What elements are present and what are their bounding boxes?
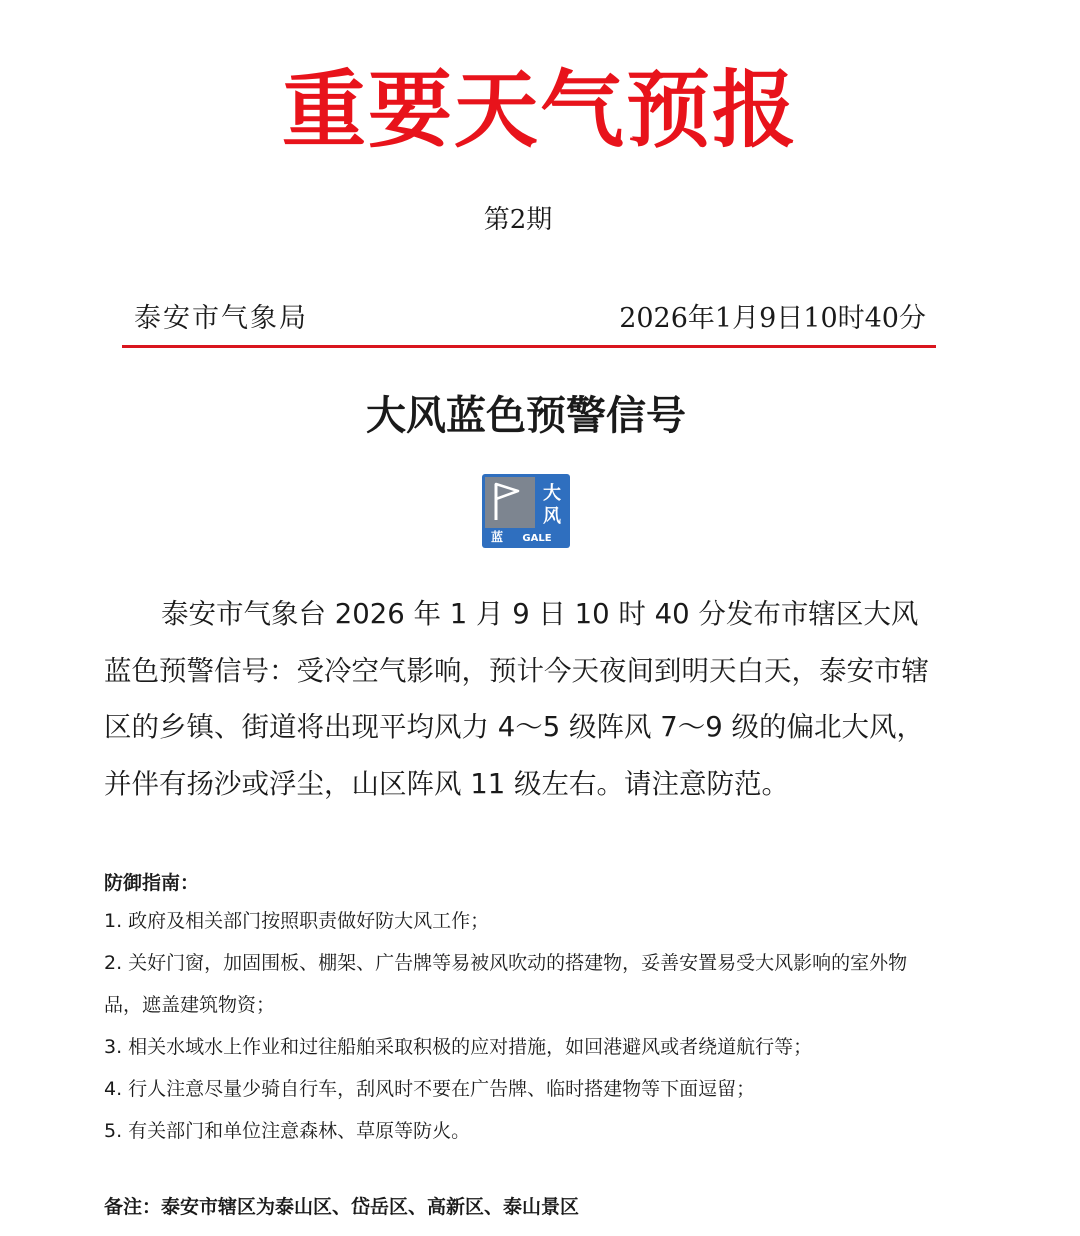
list-item: 4. 行人注意尽量少骑自行车，刮风时不要在广告牌、临时搭建物等下面逗留； bbox=[104, 1078, 756, 1100]
remark-note: 备注：泰安市辖区为泰山区、岱岳区、高新区、泰山景区 bbox=[104, 1196, 580, 1218]
signal-char-bottom: 风 bbox=[543, 506, 561, 527]
signal-level-label: 蓝 bbox=[490, 530, 504, 544]
warning-title: 大风蓝色预警信号 bbox=[366, 392, 686, 439]
list-item: 2. 关好门窗，加固围板、棚架、广告牌等易被风吹动的搭建物，妥善安置易受大风影响的室外物品，遮盖建筑物资； bbox=[104, 952, 908, 1016]
signal-gray-panel bbox=[485, 477, 535, 528]
list-item: 3. 相关水域水上作业和过往船舶采取积极的应对措施，如回港避风或者绕道航行等； bbox=[104, 1036, 813, 1058]
list-item: 1. 政府及相关部门按照职责做好防大风工作； bbox=[104, 910, 490, 932]
main-title: 重要天气预报 bbox=[281, 60, 798, 159]
guide-heading: 防御指南： bbox=[104, 872, 200, 894]
issue-datetime: 2026年1月9日10时40分 bbox=[619, 303, 926, 334]
issue-number: 第2期 bbox=[483, 205, 553, 235]
list-item: 5. 有关部门和单位注意森林、草原等防火。 bbox=[104, 1120, 471, 1142]
guide-list bbox=[104, 900, 944, 1152]
red-divider bbox=[122, 345, 936, 348]
gale-blue-warning-icon bbox=[482, 474, 570, 548]
signal-english-label: GALE bbox=[522, 533, 552, 544]
signal-char-top: 大 bbox=[543, 483, 561, 504]
issuer: 泰安市气象局 bbox=[134, 303, 308, 334]
warning-body: 泰安市气象台 2026 年 1 月 9 日 10 时 40 分发布市辖区大风蓝色预警信号：受冷空气影响，预计今天夜间到明天白天，泰安市辖区的乡镇、街道将出现平均风力 4～5 级阵风 7～9 级的偏北大风，并伴有扬沙或浮尘，山区阵风 11 级左右。请注意防范。 bbox=[104, 598, 929, 800]
